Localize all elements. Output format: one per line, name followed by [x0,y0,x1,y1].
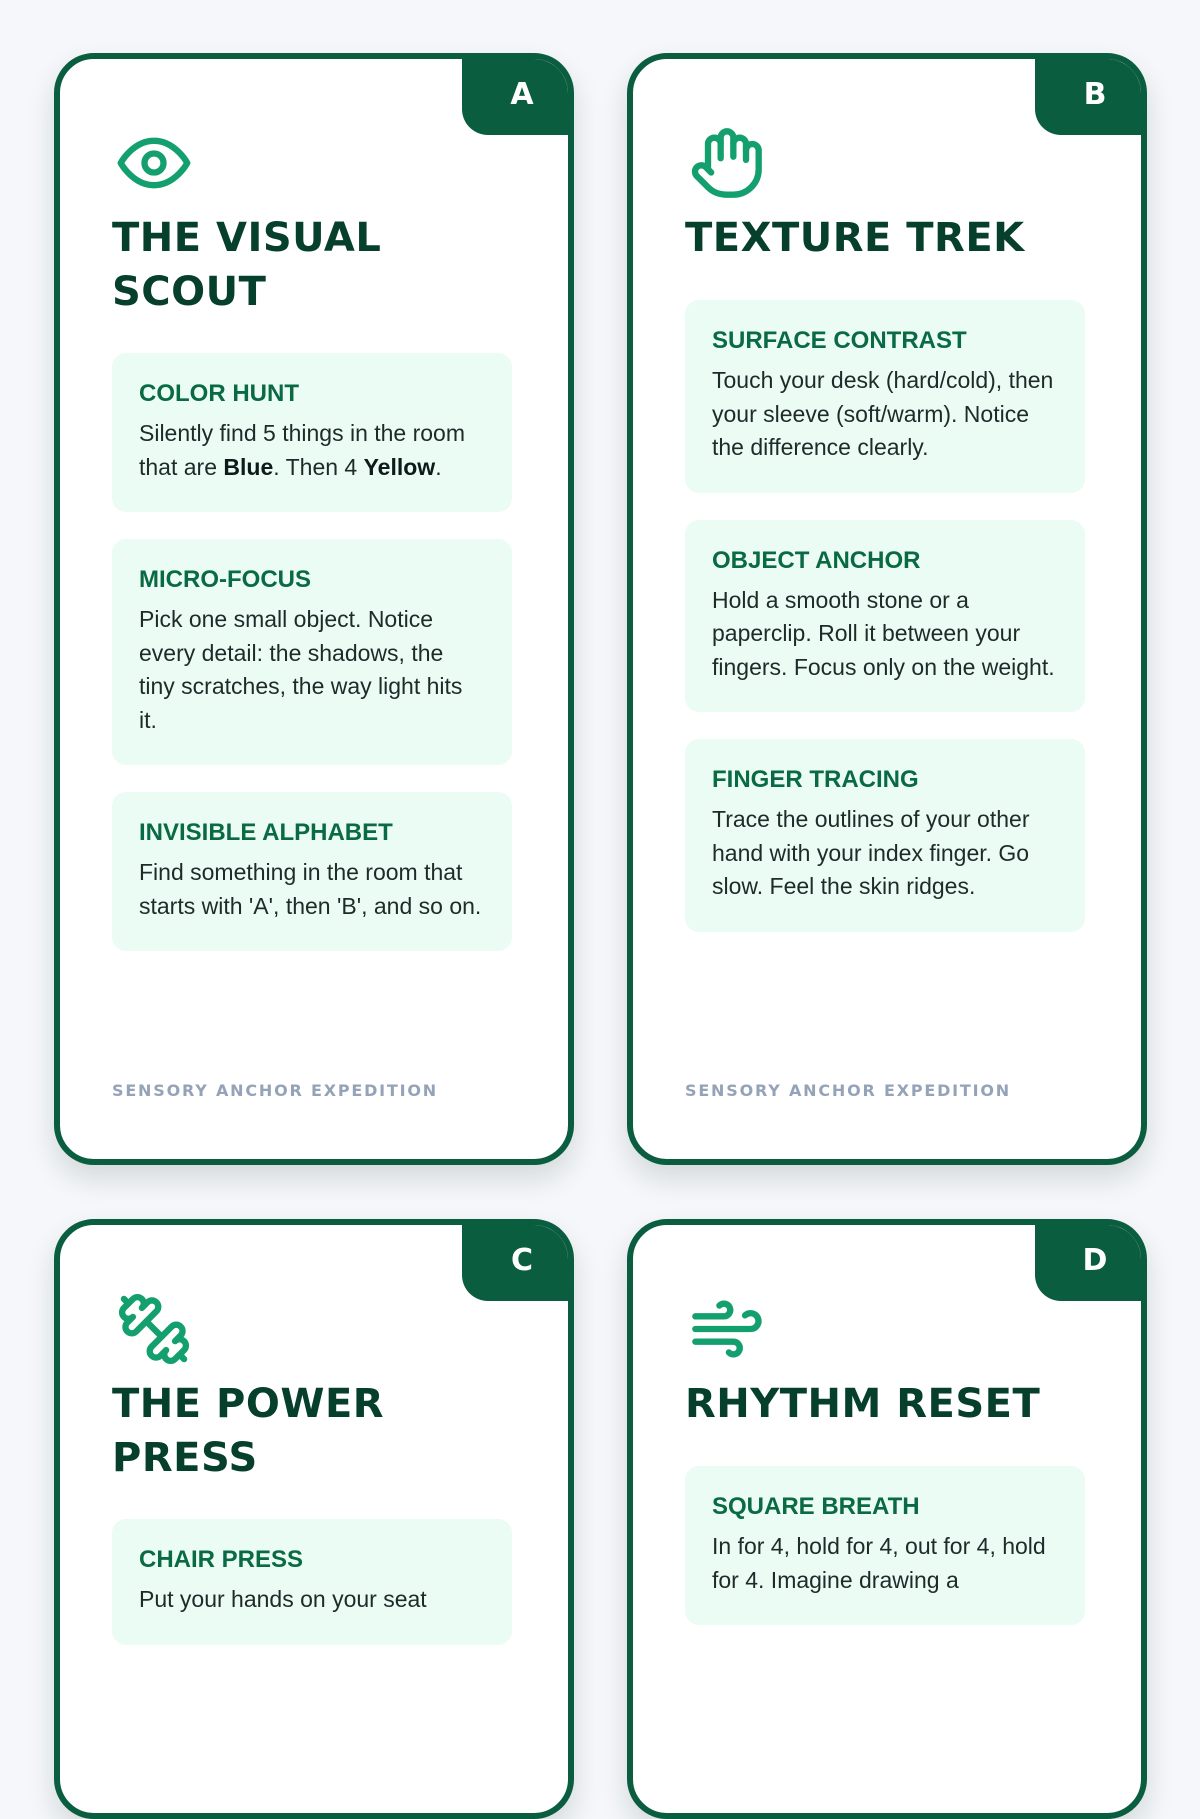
card-footer: SENSORY ANCHOR EXPEDITION [685,1081,1011,1100]
wind-icon [689,1291,765,1367]
highlight-yellow: Yellow [363,453,436,480]
highlight-blue: Blue [223,453,274,480]
activity-description: Trace the outlines of your other hand with your index finger. Go slow. Feel the skin ridges. [712,806,1030,899]
activity-card-visual-scout [54,53,574,1165]
activity-title: OBJECT ANCHOR [712,546,921,574]
card-letter-badge: B [1035,53,1147,135]
eye-icon [116,125,192,201]
activity-title: FINGER TRACING [712,766,919,793]
hand-icon [689,125,765,201]
activity-tile [685,300,1085,493]
activity-card-power-press [54,1219,574,1819]
activity-description: Put your hands on your seat [139,1586,427,1612]
activity-card-rhythm-reset [627,1219,1147,1819]
activity-list [685,300,1085,959]
activity-tile [685,520,1085,713]
activity-list [112,1519,512,1672]
card-title: THE POWER PRESS [112,1381,385,1481]
activity-title: MICRO-FOCUS [139,566,311,593]
activity-list [685,1466,1085,1652]
activity-description: In for 4, hold for 4, out for 4, hold for 4. Imagine drawing a [712,1533,1046,1593]
card-letter-badge: D [1035,1219,1147,1301]
activity-description: Hold a smooth stone or a paperclip. Roll it between your fingers. Focus only on the weight. [712,586,1055,680]
activity-title: CHAIR PRESS [139,1546,304,1573]
activity-title: COLOR HUNT [139,380,299,407]
activity-tile [112,792,512,951]
activity-description: Pick one small object. Notice every detail: the shadows, the tiny scratches, the way light hits it. [139,606,463,733]
card-title: RHYTHM RESET [685,1381,1041,1427]
activity-tile [685,739,1085,932]
card-title: THE VISUAL SCOUT [112,215,382,315]
activity-title: INVISIBLE ALPHABET [139,819,393,846]
activity-description: Touch your desk (hard/cold), then your sleeve (soft/warm). Notice the difference clearly. [712,367,1054,460]
activity-tile [112,539,512,765]
activity-description: Silently find 5 things in the room that are Blue. Then 4 Yellow. [139,420,466,480]
activity-tile [685,1466,1085,1625]
activity-list [112,353,512,978]
card-letter-badge: A [462,53,574,135]
activity-description: Find something in the room that starts with 'A', then 'B', and so on. [139,859,482,919]
card-title: TEXTURE TREK [685,215,1025,261]
card-letter-badge: C [462,1219,574,1301]
dumbbell-icon [116,1291,192,1367]
activity-card-texture-trek [627,53,1147,1165]
activity-title: SURFACE CONTRAST [712,327,967,354]
activity-tile [112,353,512,512]
activity-tile [112,1519,512,1645]
card-footer: SENSORY ANCHOR EXPEDITION [112,1081,438,1100]
activity-title: SQUARE BREATH [712,1493,920,1520]
